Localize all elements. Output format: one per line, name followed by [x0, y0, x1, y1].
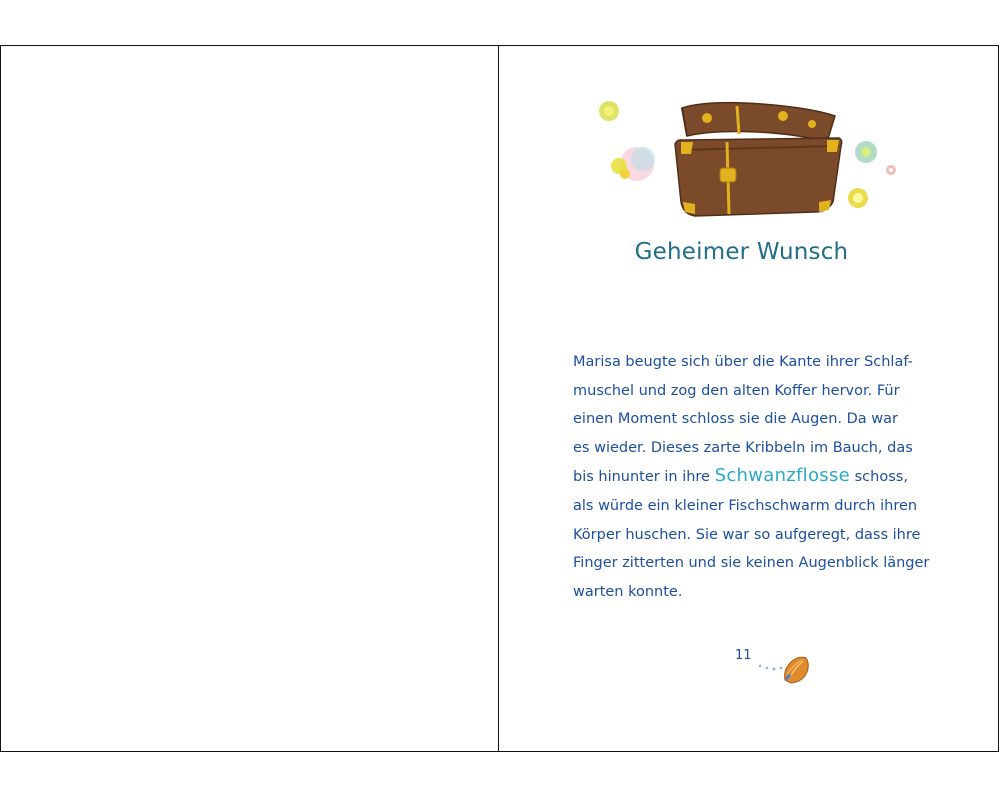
bubble-icon	[599, 101, 619, 121]
left-page	[1, 46, 499, 751]
body-text-fragment: bis hinunter in ihre	[573, 469, 715, 486]
body-line: einen Moment schloss sie die Augen. Da war	[573, 411, 898, 428]
body-text-fragment: schoss,	[850, 469, 908, 486]
bubble-icon	[848, 188, 868, 208]
treasure-chest-icon	[675, 103, 842, 216]
body-line: Körper huschen. Sie war so aufgeregt, dass ihre	[573, 526, 921, 543]
body-line: Finger zitterten und sie keinen Augenblick länger	[573, 555, 930, 572]
chapter-body	[573, 348, 933, 606]
body-line: es wieder. Dieses zarte Kribbeln im Bauch, das	[573, 439, 913, 456]
body-line: als würde ein kleiner Fischschwarm durch ihren	[573, 497, 918, 514]
bubble-icon	[611, 147, 655, 181]
body-line: muschel und zog den alten Koffer hervor. Für	[573, 382, 900, 399]
body-line: Marisa beugte sich über die Kante ihrer Schlaf-	[573, 354, 913, 370]
page-number: 11	[735, 648, 752, 663]
treasure-chest-illustration	[587, 94, 907, 224]
body-line: warten konnte.	[573, 583, 683, 600]
body-line	[573, 462, 933, 492]
right-page	[499, 46, 998, 751]
book-spread	[0, 45, 999, 752]
pearl-icon	[886, 165, 896, 175]
highlighted-word: Schwanzflosse	[714, 465, 851, 487]
chapter-title: Geheimer Wunsch	[634, 239, 849, 265]
bubble-icon	[855, 141, 877, 163]
page-footer	[735, 646, 825, 691]
seashell-icon	[779, 652, 813, 686]
